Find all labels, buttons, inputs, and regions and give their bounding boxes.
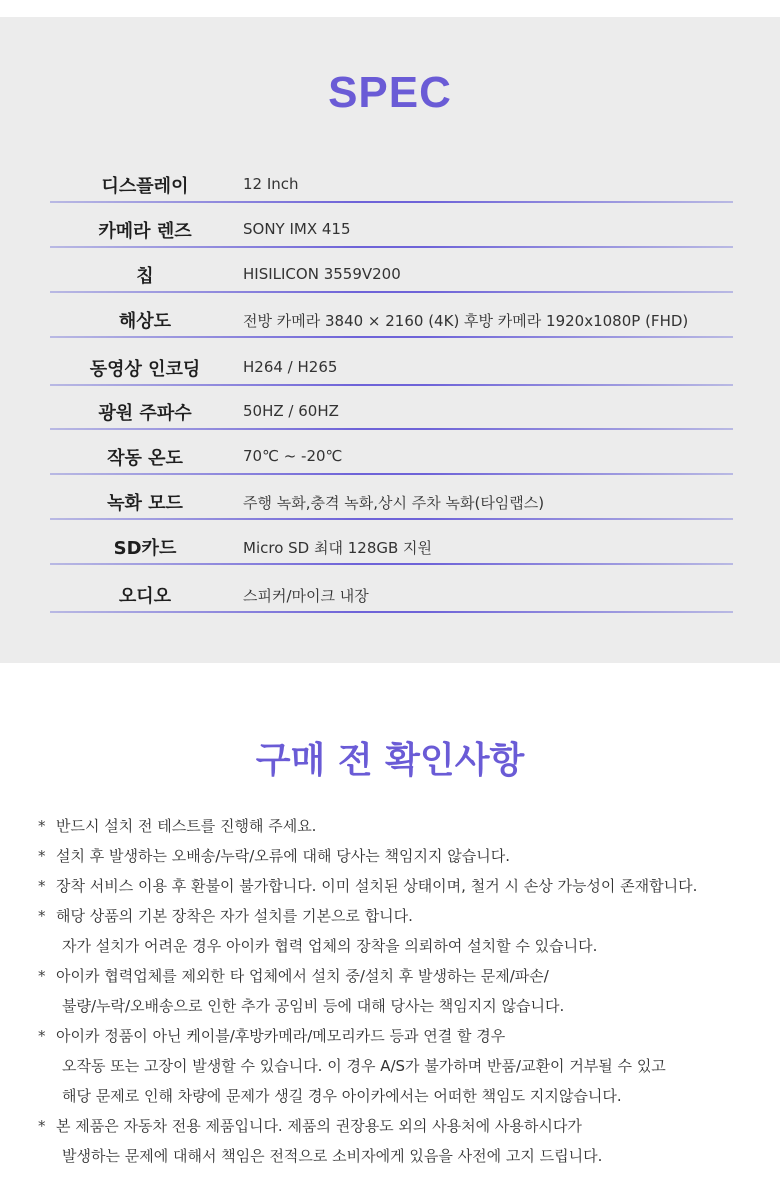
notice-continuation — [38, 1086, 758, 1116]
spec-label: 카메라 렌즈 — [98, 221, 192, 242]
notice-text: 자가 설치가 어려운 경우 아이카 협력 업체의 장착을 의뢰하여 설치할 수 있습니다. — [62, 937, 598, 955]
spec-label: 오디오 — [118, 586, 172, 607]
notice-text: 해당 상품의 기본 장착은 자가 설치를 기본으로 합니다. — [56, 907, 413, 925]
notice-item — [38, 906, 758, 936]
notice-text: 불량/누락/오배송으로 인한 추가 공임비 등에 대해 당사는 책임지지 않습니다. — [62, 997, 565, 1015]
notice-item — [38, 876, 758, 906]
spec-label: 작동 온도 — [107, 448, 183, 469]
spec-label: SD카드 — [113, 538, 177, 559]
spec-label: 칩 — [136, 266, 154, 287]
notice-text: 오작동 또는 고장이 발생할 수 있습니다. 이 경우 A/S가 불가하며 반품/교환이 거부될 수 있고 — [62, 1057, 666, 1075]
notice-text: 아이카 정품이 아닌 케이블/후방카메라/메모리카드 등과 연결 할 경우 — [56, 1027, 506, 1045]
row-divider — [50, 336, 733, 338]
row-divider — [50, 246, 733, 248]
notice-item — [38, 1026, 758, 1056]
notice-item — [38, 816, 758, 846]
row-divider — [50, 428, 733, 430]
spec-title: SPEC — [328, 68, 452, 117]
bullet-asterisk: * — [38, 907, 46, 925]
row-divider — [50, 473, 733, 475]
spec-value: 50HZ / 60HZ — [243, 402, 339, 420]
bullet-asterisk: * — [38, 1027, 46, 1045]
spec-value: 12 Inch — [243, 175, 299, 193]
spec-value: 주행 녹화,충격 녹화,상시 주차 녹화(타임랩스) — [243, 494, 545, 512]
notice-text: 설치 후 발생하는 오배송/누락/오류에 대해 당사는 책임지지 않습니다. — [56, 847, 510, 865]
notice-item — [38, 1116, 758, 1146]
bullet-asterisk: * — [38, 847, 46, 865]
bullet-asterisk: * — [38, 967, 46, 985]
bullet-asterisk: * — [38, 877, 46, 895]
notice-text: 반드시 설치 전 테스트를 진행해 주세요. — [56, 817, 317, 835]
row-divider — [50, 611, 733, 613]
notice-item — [38, 846, 758, 876]
notice-text: 본 제품은 자동차 전용 제품입니다. 제품의 권장용도 외의 사용처에 사용하시다가 — [56, 1117, 582, 1135]
row-divider — [50, 518, 733, 520]
row-divider — [50, 201, 733, 203]
notice-title: 구매 전 확인사항 — [255, 740, 525, 781]
notice-text: 아이카 협력업체를 제외한 타 업체에서 설치 중/설치 후 발생하는 문제/파손/ — [56, 967, 549, 985]
spec-label: 디스플레이 — [101, 176, 189, 197]
notice-continuation — [38, 936, 758, 966]
notice-text: 발생하는 문제에 대해서 책임은 전적으로 소비자에게 있음을 사전에 고지 드립니다. — [62, 1147, 603, 1165]
spec-value: Micro SD 최대 128GB 지원 — [243, 539, 433, 557]
notice-continuation — [38, 996, 758, 1026]
row-divider — [50, 291, 733, 293]
spec-value: HISILICON 3559V200 — [243, 265, 401, 283]
notice-continuation — [38, 1056, 758, 1086]
bullet-asterisk: * — [38, 1117, 46, 1135]
bullet-asterisk: * — [38, 817, 46, 835]
spec-label: 동영상 인코딩 — [89, 359, 201, 380]
notice-list — [38, 816, 758, 1176]
spec-value: H264 / H265 — [243, 358, 338, 376]
spec-label: 해상도 — [118, 311, 172, 332]
row-divider — [50, 384, 733, 386]
notice-text: 장착 서비스 이용 후 환불이 불가합니다. 이미 설치된 상태이며, 철거 시 손상 가능성이 존재합니다. — [56, 877, 698, 895]
notice-text: 해당 문제로 인해 차량에 문제가 생길 경우 아이카에서는 어떠한 책임도 지지않습니다. — [62, 1087, 622, 1105]
spec-label: 광원 주파수 — [98, 403, 192, 424]
spec-value: 70℃ ~ -20℃ — [243, 447, 343, 465]
spec-value: 스피커/마이크 내장 — [243, 587, 369, 605]
spec-value: 전방 카메라 3840 × 2160 (4K) 후방 카메라 1920x1080P (FHD) — [243, 312, 689, 330]
notice-item — [38, 966, 758, 996]
spec-label: 녹화 모드 — [107, 493, 183, 514]
notice-continuation — [38, 1146, 758, 1176]
spec-value: SONY IMX 415 — [243, 220, 351, 238]
row-divider — [50, 563, 733, 565]
